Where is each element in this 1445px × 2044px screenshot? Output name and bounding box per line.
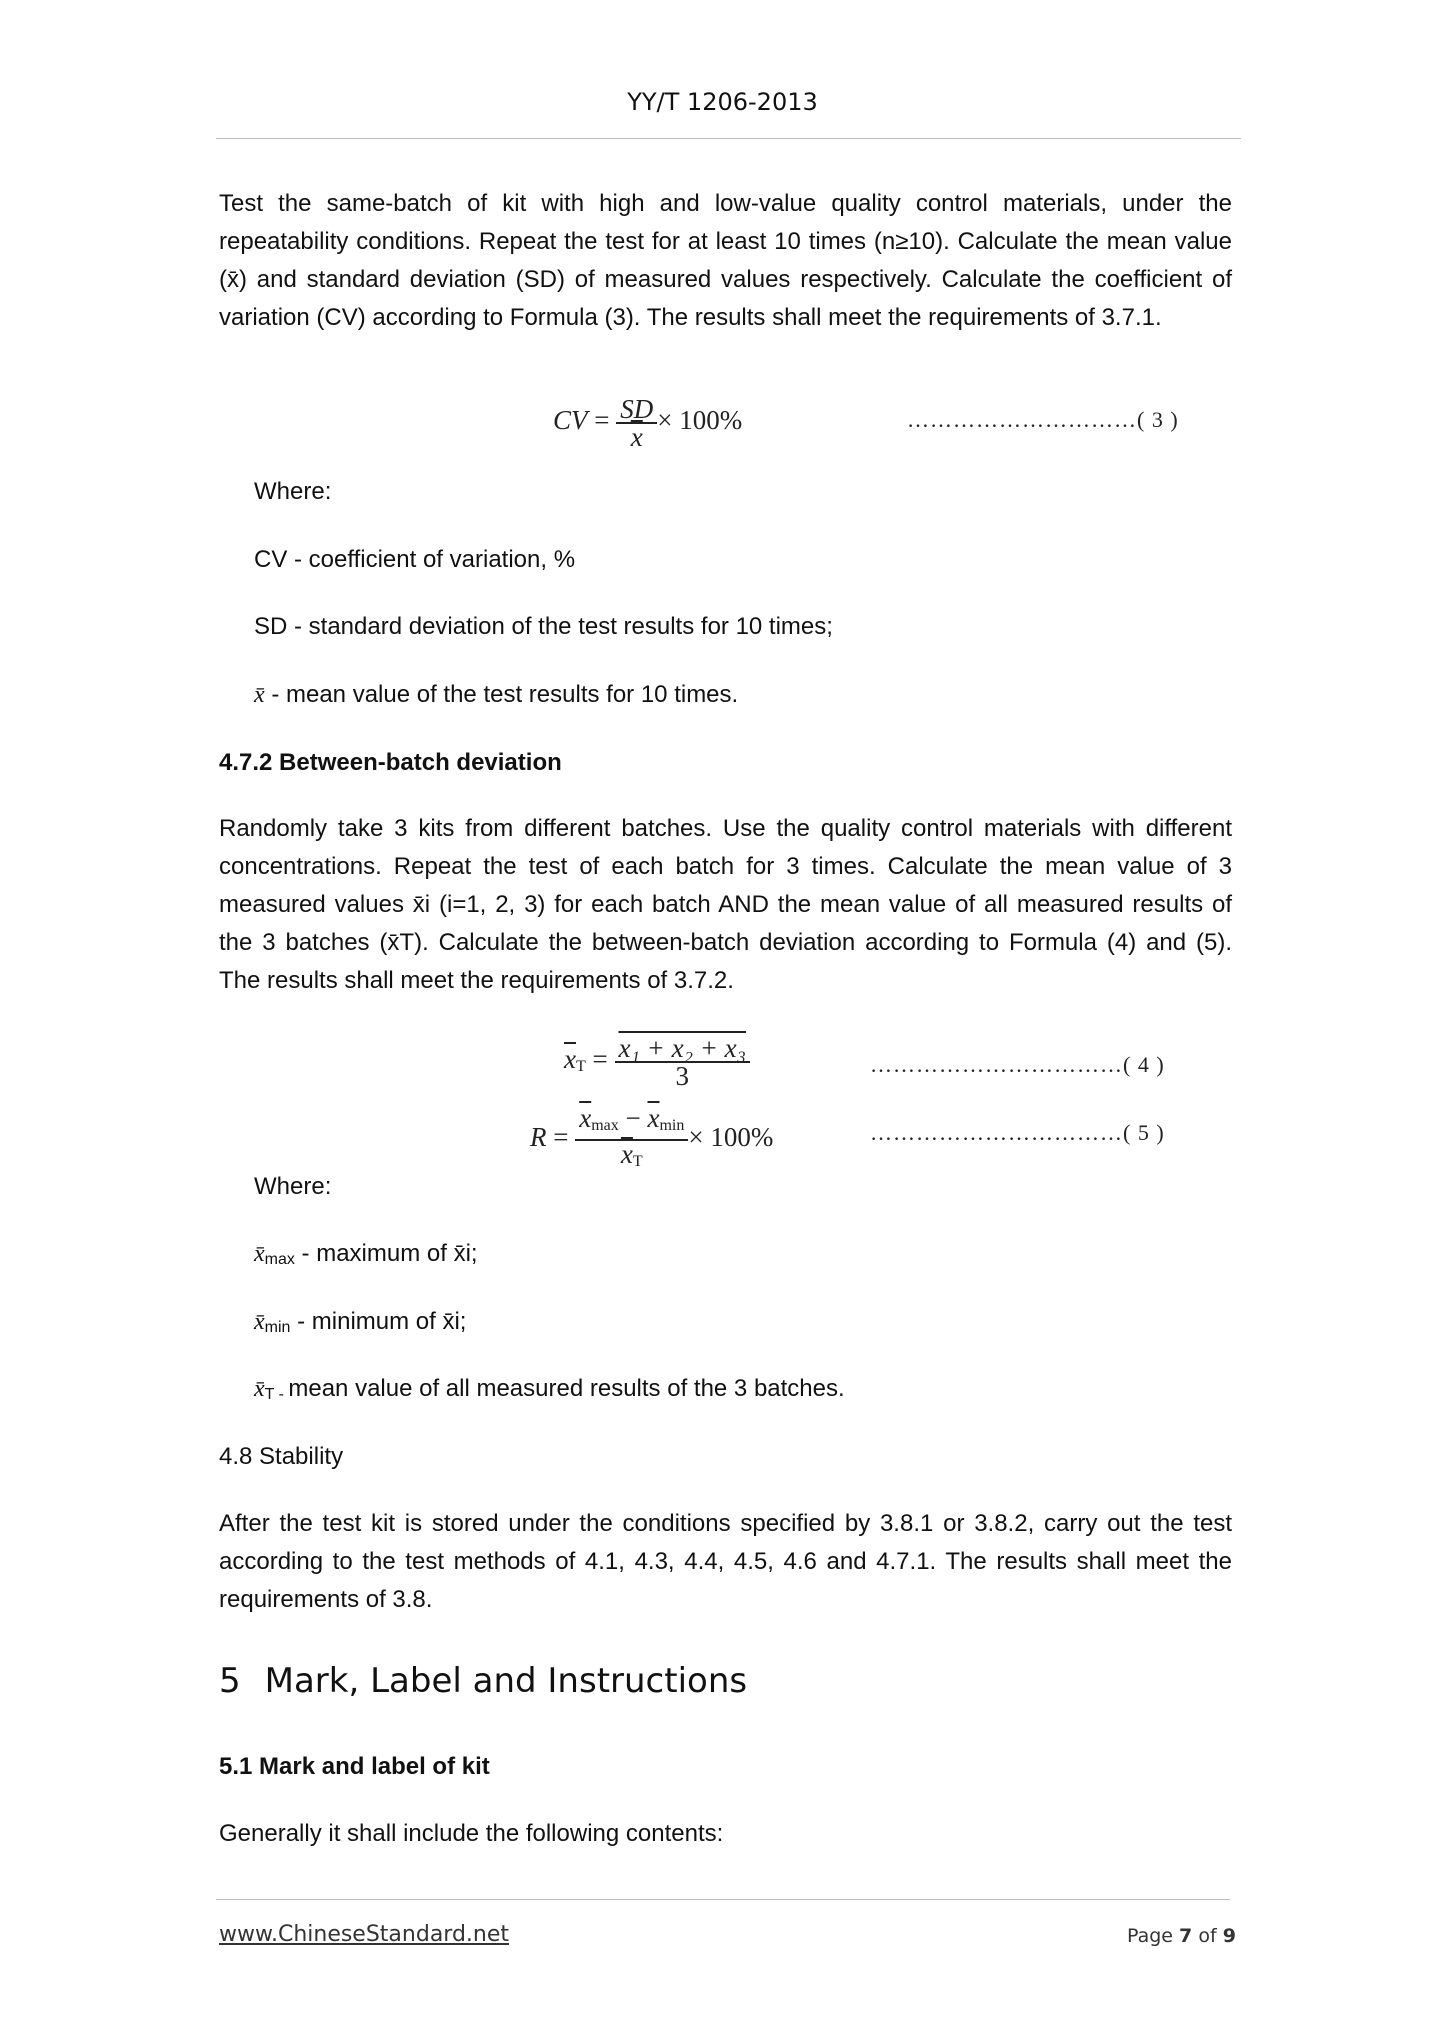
formula-3-lhs: CV bbox=[553, 405, 588, 436]
definition-sd: SD - standard deviation of the test results for 10 times; bbox=[254, 613, 833, 640]
xt-subscript: T - bbox=[264, 1386, 289, 1403]
stability-paragraph: After the test kit is stored under the conditions specified by 3.8.1 or 3.8.2, carry out the test according to the test methods of 4.1, 4.3, 4.4, 4.5, 4.6 and 4.7.1. The results shall meet the requirements of 3.8. bbox=[219, 1510, 1232, 1613]
definition-xmax bbox=[254, 1239, 478, 1275]
formula-4-number: ……………………………( 4 ) bbox=[870, 1052, 1165, 1077]
section-5-title: Mark, Label and Instructions bbox=[264, 1661, 748, 1701]
xmin-definition: - minimum of x̄i; bbox=[290, 1308, 467, 1335]
formula-4: $\overline{x}T$ = $\frac{\text{x₁ + x₂ + x₃}}{3}$ bbox=[564, 1035, 750, 1089]
formula-5-numerator: $\overline{x}\max - \overline{x}\min$ bbox=[575, 1105, 688, 1141]
formula-5-denominator bbox=[575, 1141, 688, 1175]
formula-3: CV = $\frac{SD}{x}$ × 100% bbox=[553, 394, 743, 452]
xmin-subscript: min bbox=[264, 1319, 291, 1336]
heading-5-1: 5.1 Mark and label of kit bbox=[219, 1753, 490, 1780]
formula-5-den-x: $\overline{x}$ bbox=[620, 1139, 633, 1169]
where-label-2: Where: bbox=[254, 1173, 332, 1200]
formula-5-num-b: $\overline{x}$ bbox=[647, 1103, 660, 1133]
definition-cv: CV - coefficient of variation, % bbox=[254, 546, 576, 573]
formula-5-num-a: $\overline{x}$ bbox=[579, 1103, 592, 1133]
formula-4-denominator: 3 bbox=[675, 1061, 690, 1091]
definition-xmin bbox=[254, 1307, 466, 1343]
running-header: YY/T 1206-2013 bbox=[627, 88, 818, 116]
heading-4-7-2: 4.7.2 Between-batch deviation bbox=[219, 749, 562, 776]
formula-4-lhs-sub: T bbox=[575, 1058, 586, 1076]
xmax-symbol: x̄ bbox=[254, 1241, 265, 1267]
formula-3-denominator: x bbox=[630, 422, 643, 452]
page-mid: of bbox=[1192, 1925, 1223, 1947]
current-page: 7 bbox=[1179, 1925, 1193, 1947]
repeatability-paragraph: Test the same-batch of kit with high and low-value quality control materials, under the repeatability conditions. Repeat the test for at least 10 times (n≥10). Calculate the mean value (x̄) and standard deviation (SD) of measured values respectively. Calculate the coefficient of variation (CV) according to Formula (3). The results shall meet the requirements of 3.7.1. bbox=[219, 190, 1232, 331]
contents-intro: Generally it shall include the following contents: bbox=[219, 1820, 724, 1847]
xt-definition: mean value of all measured results of the 3 batches. bbox=[288, 1375, 845, 1402]
total-pages: 9 bbox=[1222, 1925, 1236, 1947]
mean-symbol: x̄ bbox=[254, 682, 265, 708]
formula-3-tail: × 100% bbox=[657, 405, 743, 436]
section-5-number: 5 bbox=[219, 1661, 241, 1701]
footer-divider bbox=[216, 1899, 1230, 1900]
xt-symbol: x̄ bbox=[254, 1376, 265, 1402]
formula-3-numerator: SD bbox=[616, 396, 657, 424]
formula-3-fraction bbox=[616, 396, 657, 450]
heading-4-8: 4.8 Stability bbox=[219, 1443, 344, 1470]
formula-5-den-sub: T bbox=[632, 1153, 643, 1170]
formula-5-num-a-sub: max bbox=[591, 1117, 619, 1134]
definition-xt bbox=[254, 1374, 845, 1410]
footer-page-number bbox=[1127, 1925, 1236, 1947]
mean-definition: - mean value of the test results for 10 times. bbox=[264, 681, 739, 708]
formula-5-number: ……………………………( 5 ) bbox=[870, 1120, 1165, 1145]
xmin-symbol: x̄ bbox=[254, 1309, 265, 1335]
formula-5-num-b-sub: min bbox=[659, 1117, 685, 1134]
footer-website-link[interactable]: www.ChineseStandard.net bbox=[219, 1922, 510, 1947]
section-5-heading bbox=[219, 1661, 747, 1701]
formula-4-fraction bbox=[615, 1035, 751, 1089]
formula-5: R = $\frac{\overline{x}\max - \overline{x}\min}{\overline{x}T}$ × 100% bbox=[530, 1105, 773, 1175]
between-batch-paragraph: Randomly take 3 kits from different batches. Use the quality control materials with different concentrations. Repeat the test of each batch for 3 times. Calculate the mean value of 3 measured values x̄i (i=1, 2, 3) for each batch AND the mean value of all measured results of the 3 batches (x̄T). Calculate the between-batch deviation according to Formula (4) and (5). The results shall meet the requirements of 3.7.2. bbox=[219, 815, 1232, 994]
definition-mean bbox=[254, 680, 738, 710]
formula-5-lhs: R bbox=[530, 1122, 547, 1153]
formula-5-tail: × 100% bbox=[688, 1122, 774, 1153]
formula-5-fraction bbox=[575, 1105, 688, 1175]
page-prefix: Page bbox=[1127, 1925, 1180, 1947]
xmax-subscript: max bbox=[264, 1251, 295, 1268]
xmax-definition: - maximum of x̄i; bbox=[294, 1240, 478, 1267]
header-divider bbox=[216, 138, 1241, 139]
formula-4-numerator: x₁ + x₂ + x₃ bbox=[615, 1035, 751, 1063]
where-label-1: Where: bbox=[254, 478, 332, 505]
formula-3-number: …………………………( 3 ) bbox=[907, 407, 1179, 432]
formula-4-lhs: $\overline{x}$ bbox=[564, 1044, 576, 1075]
